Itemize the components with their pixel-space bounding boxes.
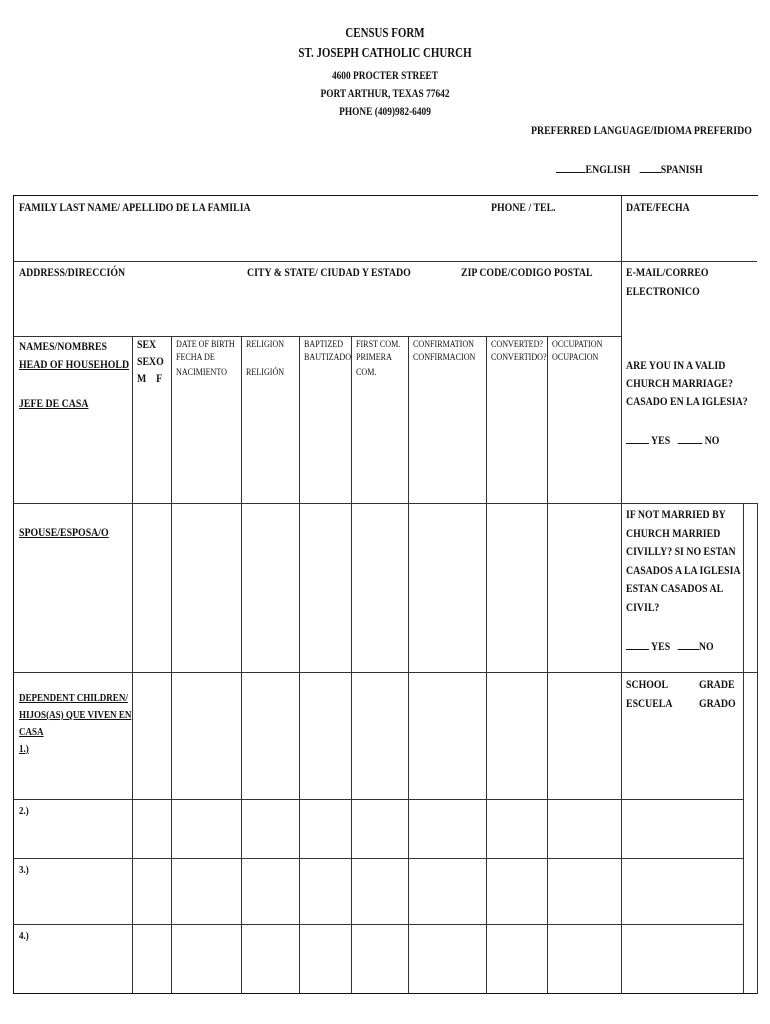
right-inner-divider: [743, 503, 744, 994]
right-column-divider: [621, 195, 622, 994]
head-bottom: [13, 503, 757, 504]
children-label-3: CASA: [19, 726, 44, 738]
school-label: SCHOOL: [626, 677, 669, 691]
civil-yes-label: YES: [651, 639, 671, 653]
civil-yes-no: [626, 637, 714, 655]
col-religion-divider: [241, 336, 242, 994]
address-label: ADDRESS/DIRECCIÓN: [19, 265, 126, 279]
baptized-label: BAPTIZED: [304, 340, 344, 350]
grid-left-line: [13, 195, 14, 994]
english-label: ENGLISH: [585, 162, 631, 176]
church-city: PORT ARTHUR, TEXAS 77642: [320, 86, 450, 100]
civil-no-label: NO: [698, 639, 714, 653]
church-phone: PHONE (409)982-6409: [339, 104, 431, 118]
dob-label-2: FECHA DE: [176, 353, 215, 363]
civil-yes-blank[interactable]: [626, 637, 649, 650]
child-1-number: 1.): [19, 743, 29, 755]
names-label: NAMES/NOMBRES: [19, 339, 108, 353]
language-choices: [556, 160, 703, 178]
child3-bottom: [13, 924, 743, 925]
family-last-name-label: FAMILY LAST NAME/ APELLIDO DE LA FAMILIA: [19, 200, 251, 214]
civil-question-4: CASADOS A LA IGLESIA: [626, 563, 741, 577]
escuela-label: ESCUELA: [626, 696, 673, 710]
head-of-household-label: HEAD OF HOUSEHOLD: [19, 357, 130, 371]
child-4-number: 4.): [19, 930, 29, 942]
col-firstcom-divider: [351, 336, 352, 994]
english-blank[interactable]: [556, 160, 586, 173]
grid-right-line: [757, 503, 758, 994]
col-dob-divider: [171, 336, 172, 994]
grado-label: GRADO: [699, 696, 736, 710]
confirmation-label: CONFIRMATION: [413, 340, 475, 350]
religion-es-label: RELIGIÓN: [246, 368, 285, 378]
civil-no-blank[interactable]: [678, 637, 699, 650]
zip-label: ZIP CODE/CODIGO POSTAL: [461, 265, 593, 279]
bautizado-label: BAUTIZADO: [304, 353, 352, 363]
spouse-bottom: [13, 672, 757, 673]
civil-question-1: IF NOT MARRIED BY: [626, 507, 726, 521]
child-3-number: 3.): [19, 864, 29, 876]
grid-bottom-line: [13, 993, 758, 994]
dob-label-1: DATE OF BIRTH: [176, 340, 235, 350]
form-title: CENSUS FORM: [345, 26, 425, 41]
civil-question-3: CIVILLY? SI NO ESTAN: [626, 544, 736, 558]
sex-mf-label: M F: [137, 371, 163, 385]
dob-label-3: NACIMIENTO: [176, 368, 227, 378]
marriage-yes-no: [626, 431, 719, 449]
com-label: COM.: [356, 368, 377, 378]
col-confirmation-divider: [408, 336, 409, 994]
sexo-label: SEXO: [137, 354, 164, 368]
col-baptized-divider: [299, 336, 300, 994]
children-label-1: DEPENDENT CHILDREN/: [19, 692, 128, 704]
religion-label: RELIGION: [246, 340, 285, 350]
spouse-label: SPOUSE/ESPOSA/O: [19, 525, 109, 539]
children-label-2: HIJOS(AS) QUE VIVEN EN: [19, 709, 132, 721]
primera-label: PRIMERA: [356, 353, 392, 363]
sex-label: SEX: [137, 337, 157, 351]
marriage-question-2: CHURCH MARRIAGE?: [626, 376, 733, 390]
converted-label: CONVERTED?: [491, 340, 543, 350]
date-label: DATE/FECHA: [626, 200, 690, 214]
marriage-yes-label: YES: [651, 433, 671, 447]
marriage-yes-blank[interactable]: [626, 431, 649, 444]
confirmacion-label: CONFIRMACION: [413, 353, 476, 363]
child-2-number: 2.): [19, 805, 29, 817]
spanish-label: SPANISH: [660, 162, 703, 176]
civil-question-2: CHURCH MARRIED: [626, 526, 721, 540]
grid-top-line: [13, 195, 758, 196]
civil-question-6: CIVIL?: [626, 600, 660, 614]
ocupacion-label: OCUPACION: [552, 353, 599, 363]
marriage-no-blank[interactable]: [678, 431, 703, 444]
church-street: 4600 PROCTER STREET: [331, 68, 439, 82]
marriage-no-label: NO: [704, 433, 720, 447]
row1-bottom: [13, 261, 757, 262]
grade-label: GRADE: [699, 677, 735, 691]
convertido-label: CONVERTIDO?: [491, 353, 547, 363]
email-label-2: ELECTRONICO: [626, 284, 700, 298]
email-label-1: E-MAIL/CORREO: [626, 265, 709, 279]
occupation-label: OCCUPATION: [552, 340, 603, 350]
preferred-language-label: PREFERRED LANGUAGE/IDIOMA PREFERIDO: [531, 123, 752, 137]
spanish-blank[interactable]: [639, 160, 660, 173]
child1-bottom: [13, 799, 743, 800]
marriage-question-1: ARE YOU IN A VALID: [626, 358, 726, 372]
col-sex-divider: [132, 336, 133, 994]
phone-label: PHONE / TEL.: [491, 200, 556, 214]
city-state-label: CITY & STATE/ CIUDAD Y ESTADO: [247, 265, 411, 279]
first-com-label: FIRST COM.: [356, 340, 401, 350]
col-converted-divider: [486, 336, 487, 994]
col-occupation-divider: [547, 336, 548, 994]
civil-question-5: ESTAN CASADOS AL: [626, 581, 724, 595]
marriage-question-3: CASADO EN LA IGLESIA?: [626, 394, 748, 408]
row2-bottom: [13, 336, 621, 337]
church-name: ST. JOSEPH CATHOLIC CHURCH: [298, 46, 472, 61]
child2-bottom: [13, 858, 743, 859]
jefe-de-casa-label: JEFE DE CASA: [19, 396, 89, 410]
